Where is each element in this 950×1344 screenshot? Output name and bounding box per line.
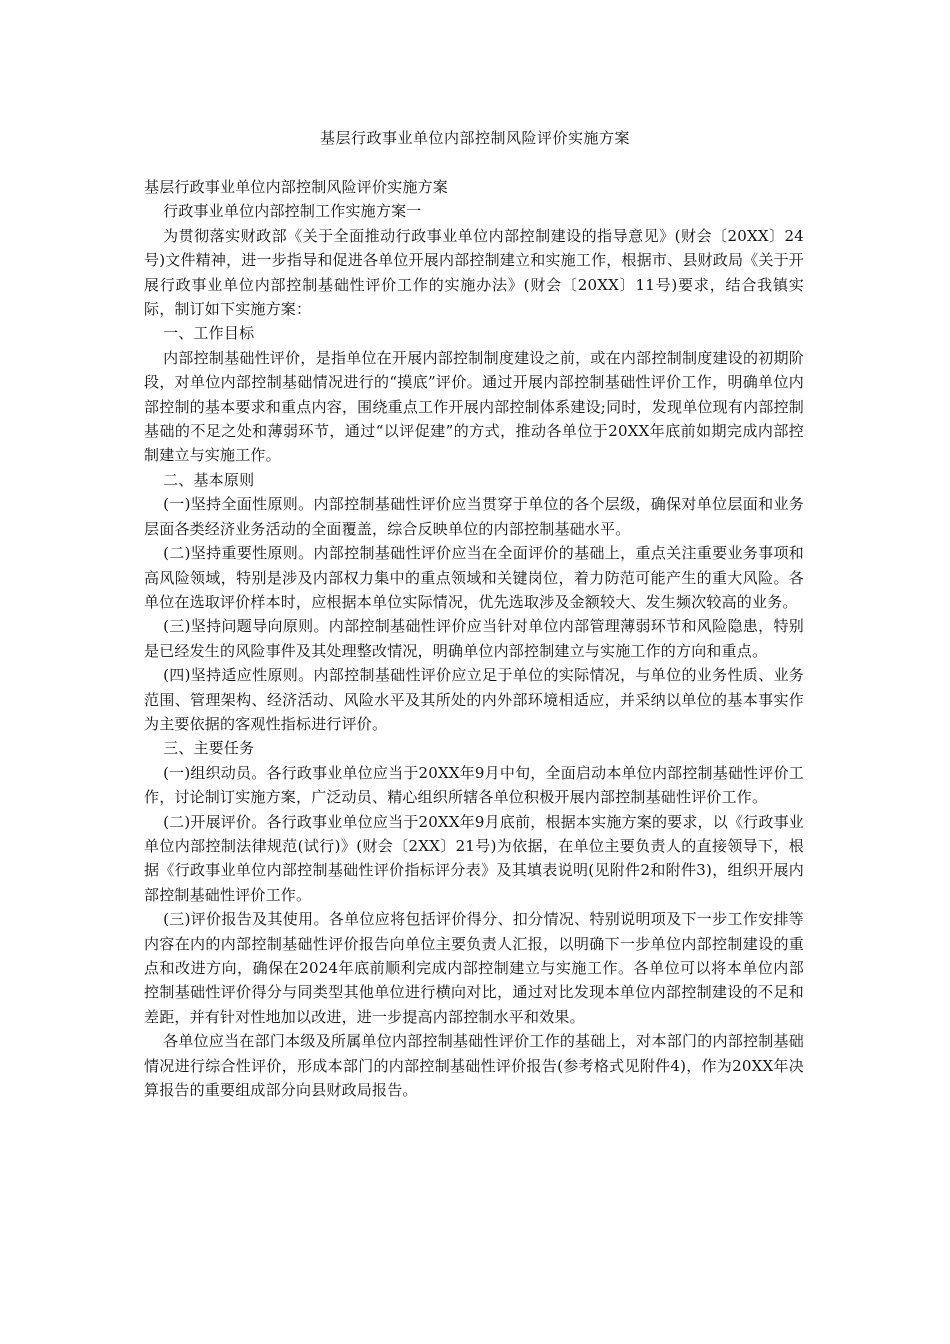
principle-problem-oriented: (三)坚持问题导向原则。内部控制基础性评价应当针对单位内部管理薄弱环节和风险隐患，特别是已经发生的风险事件及其处理整改情况，明确单位内部控制建立与实施工作的方向和重点。: [144, 617, 804, 660]
goals-paragraph: 内部控制基础性评价，是指单位在开展内部控制制度建设之前，或在内部控制制度建设的初期阶段，对单位内部控制基础情况进行的“摸底”评价。通过开展内部控制基础性评价工作，明确单位内部控制的基本要求和重点内容，围绕重点工作开展内部控制体系建设;同时，发现单位现有内部控制基础的不足之处和薄弱环节，通过“以评促建”的方式，推动各单位于20XX年底前如期完成内部控制建立与实施工作。: [144, 348, 804, 465]
intro-paragraph: 为贯彻落实财政部《关于全面推动行政事业单位内部控制建设的指导意见》(财会〔20XX〕24号)文件精神，进一步指导和促进各单位开展内部控制建立和实施工作，根据市、县财政局《关于开展行政事业单位内部控制基础性评价工作的实施办法》(财会〔20XX〕11号)要求，结合我镇实际，制订如下实施方案：: [144, 226, 804, 319]
task-evaluation: (二)开展评价。各行政事业单位应当于20XX年9月底前，根据本实施方案的要求，以《行政事业单位内部控制法律规范(试行)》(财会〔2XX〕21号)为依据，在单位主要负责人的直接领导下，根据《行政事业单位内部控制基础性评价指标评分表》及其填表说明(见附件2和附件3)，组织开展内部控制基础性评价工作。: [144, 812, 804, 904]
document-body: [144, 175, 804, 1102]
section-heading-tasks: 三、主要任务: [163, 739, 255, 758]
task-mobilization: (一)组织动员。各行政事业单位应当于20XX年9月中旬，全面启动本单位内部控制基础性评价工作，讨论制订实施方案，广泛动员、精心组织所辖各单位积极开展内部控制基础性评价工作。: [144, 763, 804, 807]
task-report: (三)评价报告及其使用。各单位应将包括评价得分、扣分情况、特别说明项及下一步工作安排等内容在内的内部控制基础性评价报告向单位主要负责人汇报，以明确下一步单位内部控制建设的重点和改进方向，确保在2024年底前顺利完成内部控制建立与实施工作。各单位可以将本单位内部控制基础性评价得分与同类型其他单位进行横向对比，通过对比发现本单位内部控制建设的不足和差距，并有针对性地加以改进，进一步提高内部控制水平和效果。: [144, 910, 804, 1026]
section-heading-principles: 二、基本原则: [163, 470, 255, 489]
principle-importance: (二)坚持重要性原则。内部控制基础性评价应当在全面评价的基础上，重点关注重要业务事项和高风险领域，特别是涉及内部权力集中的重点领域和关键岗位，着力防范可能产生的重大风险。各单位在选取评价样本时，应根据本单位实际情况，优先选取涉及金额较大、发生频次较高的业务。: [144, 544, 804, 611]
document-title: 基层行政事业单位内部控制风险评价实施方案: [319, 129, 630, 147]
subtitle: 基层行政事业单位内部控制风险评价实施方案: [144, 178, 449, 196]
principle-adaptability: (四)坚持适应性原则。内部控制基础性评价应立足于单位的实际情况，与单位的业务性质、业务范围、管理架构、经济活动、风险水平及其所处的内外部环境相适应，并采纳以单位的基本事实作为主要依据的客观性指标进行评价。: [144, 666, 804, 733]
plan-heading: 行政事业单位内部控制工作实施方案一: [163, 202, 422, 221]
closing-paragraph: 各单位应当在部门本级及所属单位内部控制基础性评价工作的基础上，对本部门的内部控制基础情况进行综合性评价，形成本部门的内部控制基础性评价报告(参考格式见附件4)，作为20XX年决算报告的重要组成部分向县财政局报告。: [144, 1032, 804, 1100]
section-heading-goals: 一、工作目标: [163, 324, 255, 343]
principle-comprehensive: (一)坚持全面性原则。内部控制基础性评价应当贯穿于单位的各个层级，确保对单位层面和业务层面各类经济业务活动的全面覆盖，综合反映单位的内部控制基础水平。: [144, 495, 804, 538]
